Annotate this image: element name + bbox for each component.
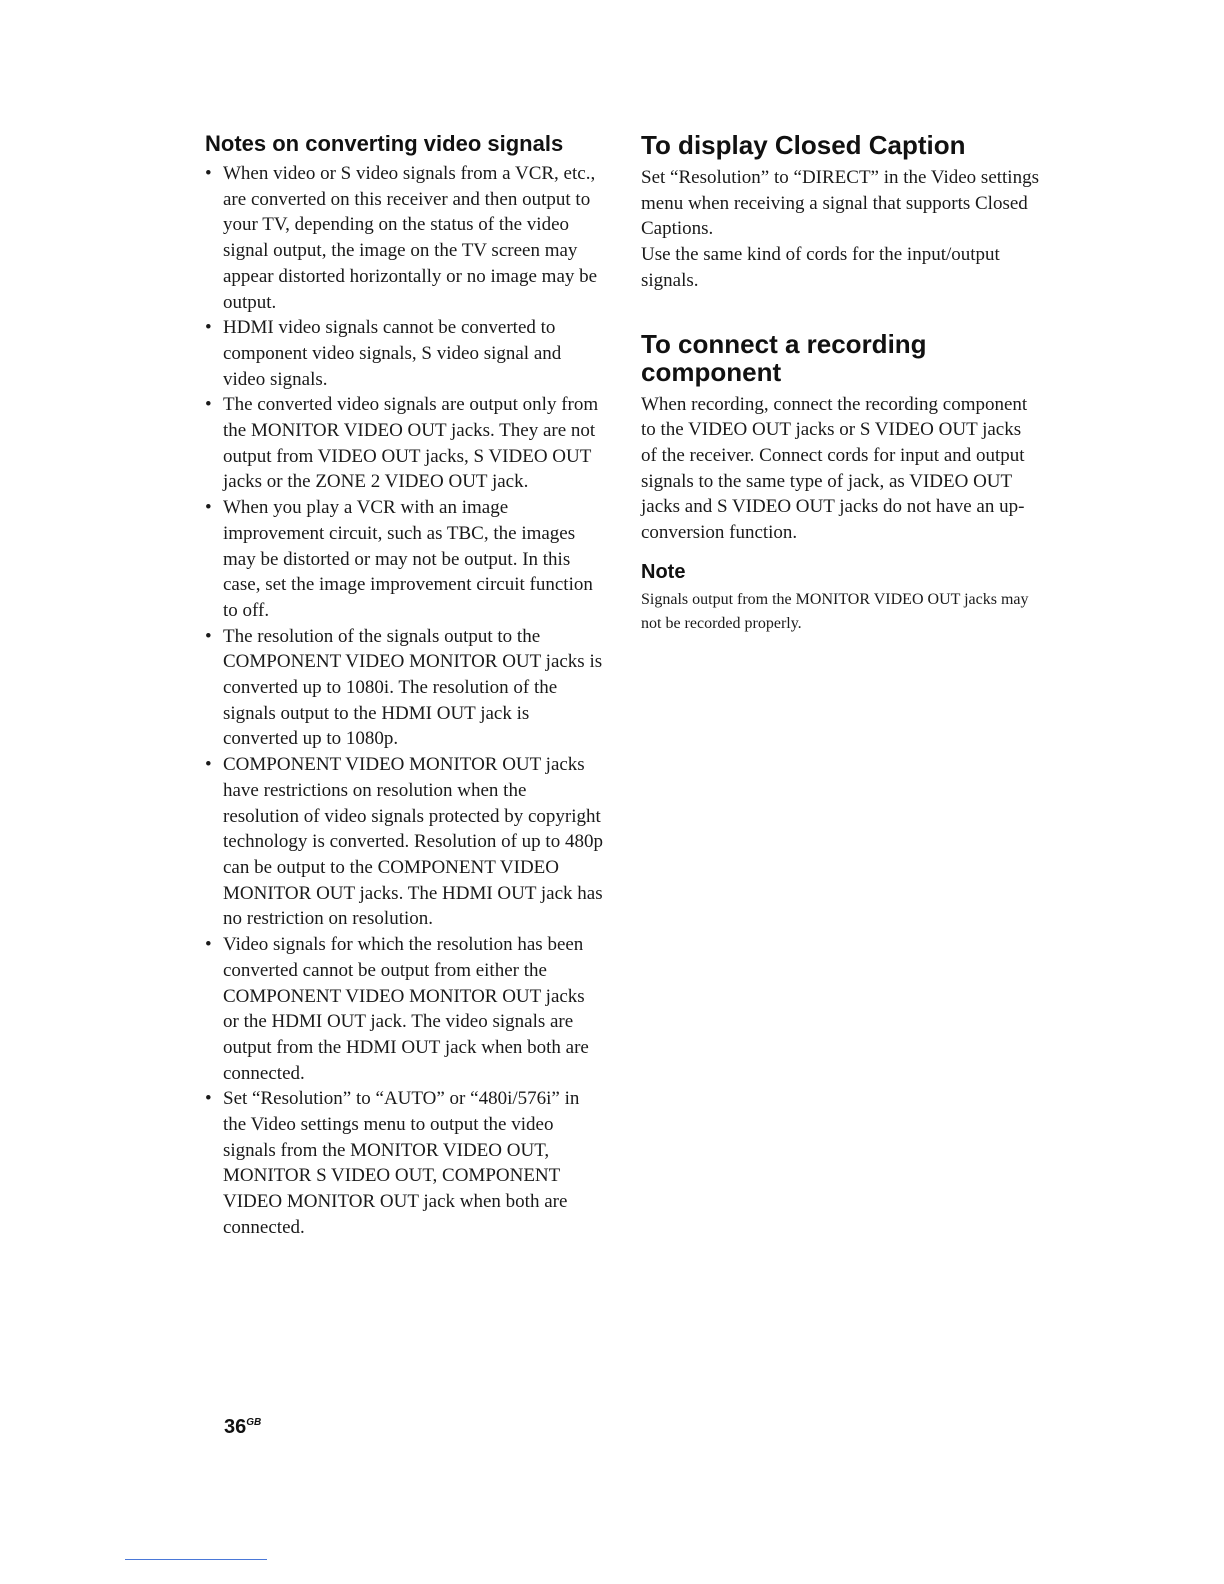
list-item: • HDMI video signals cannot be converted to component video signals, S video signal and video signals. <box>205 315 605 392</box>
page-number-suffix: GB <box>246 1417 262 1428</box>
left-column <box>205 131 605 1241</box>
list-item: • When you play a VCR with an image improvement circuit, such as TBC, the images may be distorted or may not be output. In this case, set the image improvement circuit function to off. <box>205 495 605 624</box>
right-column <box>641 131 1041 636</box>
section-heading-converting-video: Notes on converting video signals <box>205 131 564 156</box>
list-item: • The resolution of the signals output to the COMPONENT VIDEO MONITOR OUT jacks is converted up to 1080i. The resolution of the signals output to the HDMI OUT jack is converted up to 1080p. <box>205 624 605 753</box>
spacer <box>641 546 1041 560</box>
list-item: • The converted video signals are output only from the MONITOR VIDEO OUT jacks. They are not output from VIDEO OUT jacks, S VIDEO OUT jacks or the ZONE 2 VIDEO OUT jack. <box>205 392 605 495</box>
notes-list <box>205 161 605 1241</box>
note-heading: Note <box>641 560 686 583</box>
spacer <box>641 294 1041 330</box>
footer-rule <box>125 1559 267 1560</box>
section-heading-recording-component: To connect a recording component <box>641 328 927 387</box>
closed-caption-cords-paragraph: Use the same kind of cords for the input/output signals. <box>641 244 1000 291</box>
recording-paragraph: When recording, connect the recording component to the VIDEO OUT jacks or S VIDEO OUT jacks of the receiver. Connect cords for input and output signals to the same type of jack, as VIDEO OUT jacks and S VIDEO OUT jacks do not have an up-conversion function. <box>641 393 1028 544</box>
list-item: • When video or S video signals from a VCR, etc., are converted on this receiver and then output to your TV, depending on the status of the video signal output, the image on the TV screen may appear distorted horizontally or no image may be output. <box>205 161 605 315</box>
closed-caption-paragraph: Set “Resolution” to “DIRECT” in the Video settings menu when receiving a signal that supports Closed Captions. <box>641 167 1039 240</box>
page-number <box>224 1416 261 1439</box>
section-heading-closed-caption: To display Closed Caption <box>641 130 966 160</box>
note-text: Signals output from the MONITOR VIDEO OUT jacks may not be recorded properly. <box>641 590 1029 632</box>
page-number-value: 36 <box>224 1416 247 1438</box>
list-item: • COMPONENT VIDEO MONITOR OUT jacks have restrictions on resolution when the resolution of video signals protected by copyright technology is converted. Resolution of up to 480p can be output to the COMPONENT VIDEO MONITOR OUT jacks. The HDMI OUT jack has no restriction on resolution. <box>205 752 605 932</box>
list-item: • Set “Resolution” to “AUTO” or “480i/576i” in the Video settings menu to output the video signals from the MONITOR VIDEO OUT, MONITOR S VIDEO OUT, COMPONENT VIDEO MONITOR OUT jack when both are connected. <box>205 1086 605 1240</box>
list-item: • Video signals for which the resolution has been converted cannot be output from either the COMPONENT VIDEO MONITOR OUT jacks or the HDMI OUT jack. The video signals are output from the HDMI OUT jack when both are connected. <box>205 932 605 1086</box>
